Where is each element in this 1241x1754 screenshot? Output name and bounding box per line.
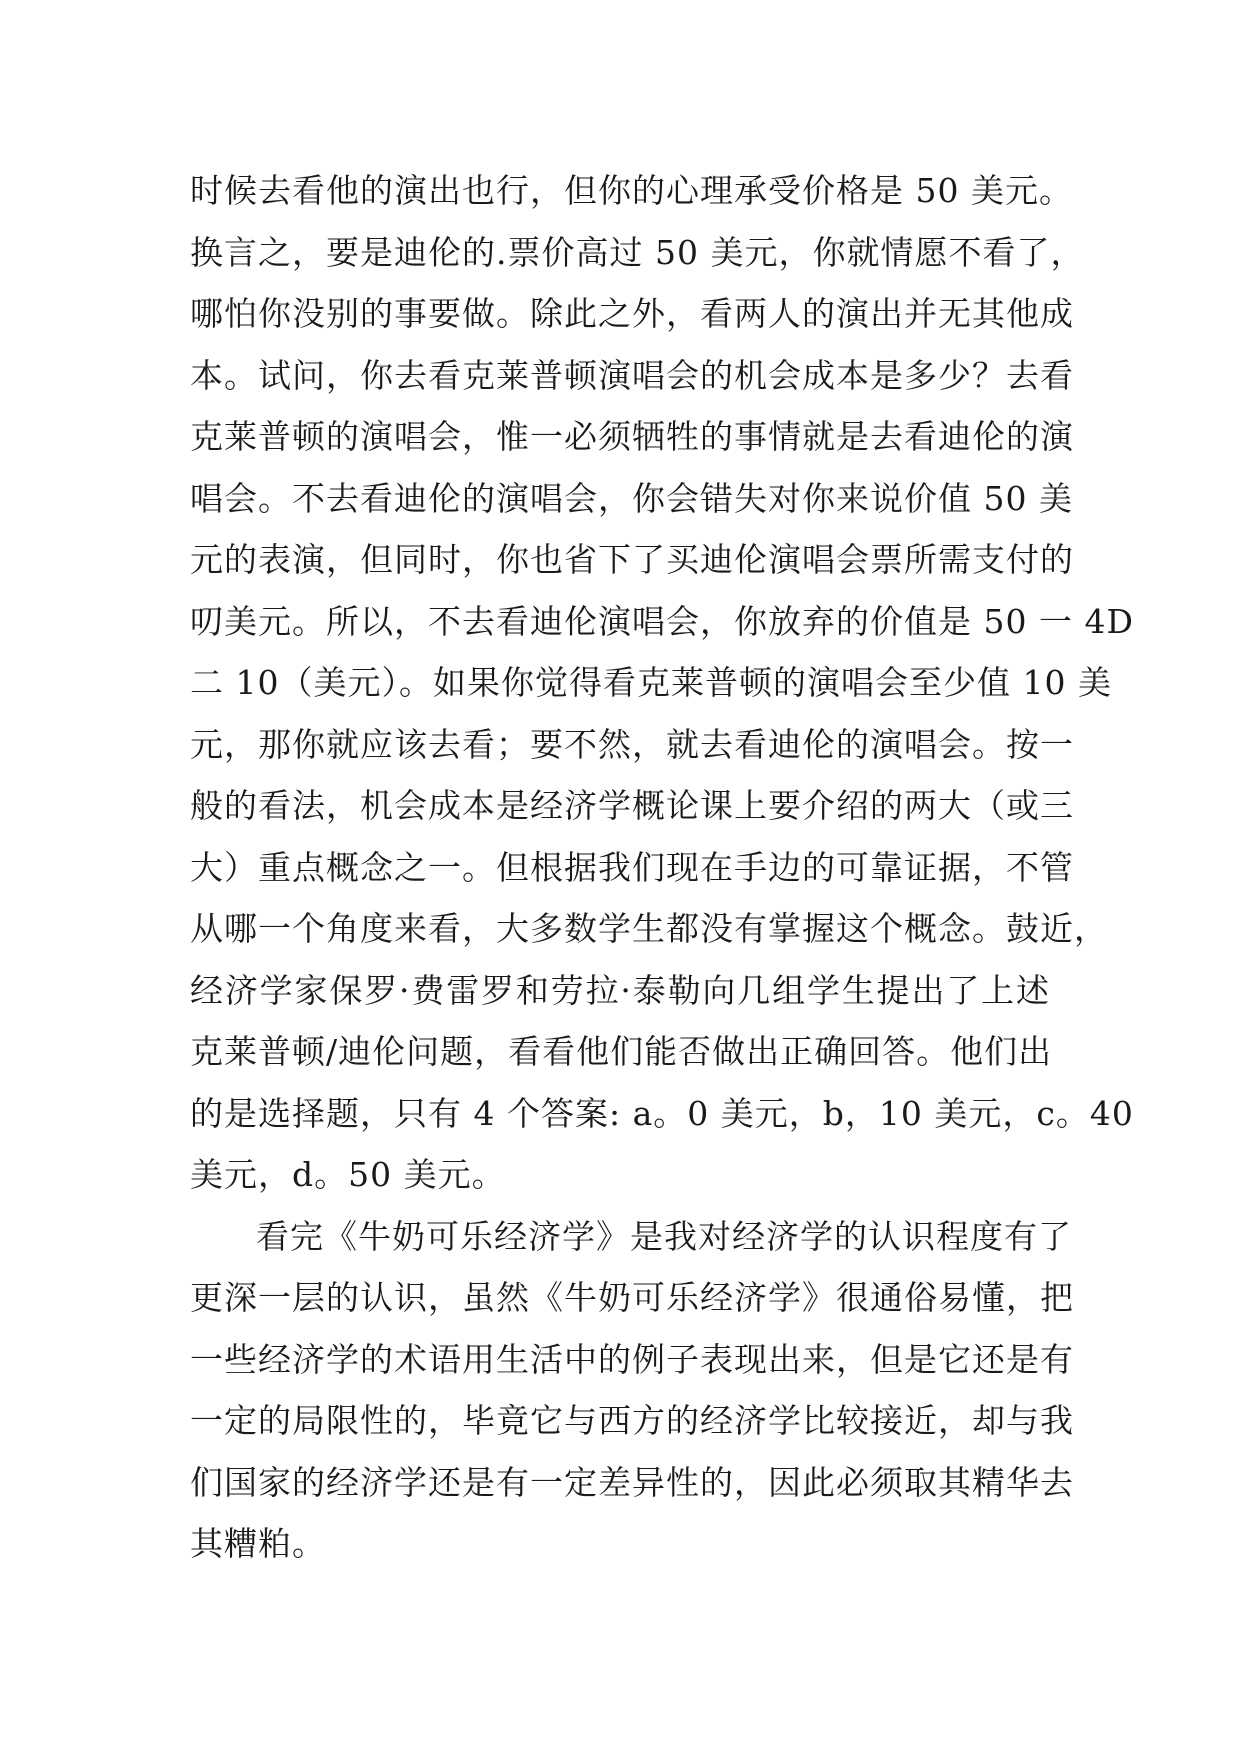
text-line: 般的看法，机会成本是经济学概论课上要介绍的两大（或三 <box>190 786 1074 825</box>
text-line: 的是选择题，只有 4 个答案: a。0 美元，b，10 美元，c。40 <box>190 1093 1134 1133</box>
text-line: 们国家的经济学还是有一定差异性的，因此必须取其精华去 <box>190 1462 1074 1502</box>
text-line: 元，那你就应该去看；要不然，就去看迪伦的演唱会。按一 <box>190 724 1074 764</box>
text-line: 从哪一个角度来看，大多数学生都没有掌握这个概念。鼓近， <box>190 909 1108 948</box>
paragraph-first-line: 看完《牛奶可乐经济学》是我对经济学的认识程度有了 <box>256 1216 1072 1256</box>
text-line: 克莱普顿/迪伦问题，看看他们能否做出正确回答。他们出 <box>190 1032 1053 1071</box>
text-line: 换言之，要是迪伦的.票价高过 50 美元，你就情愿不看了， <box>190 232 1085 272</box>
body-text <box>190 160 1134 1575</box>
text-line: 元的表演，但同时，你也省下了买迪伦演唱会票所需支付的 <box>190 540 1074 579</box>
text-line: 一定的局限性的，毕竟它与西方的经济学比较接近，却与我 <box>190 1401 1074 1440</box>
text-line: 唱会。不去看迪伦的演唱会，你会错失对你来说价值 50 美 <box>190 478 1073 518</box>
text-line: 克莱普顿的演唱会，惟一必须牺牲的事情就是去看迪伦的演 <box>190 417 1074 456</box>
text-line: 其糟粕。 <box>190 1524 326 1563</box>
text-line: 经济学家保罗·费雷罗和劳拉·泰勒向几组学生提出了上述 <box>190 970 1050 1010</box>
text-line: 大）重点概念之一。但根据我们现在手边的可靠证据，不管 <box>190 847 1074 887</box>
text-line: 更深一层的认识，虽然《牛奶可乐经济学》很通俗易懂，把 <box>190 1278 1074 1317</box>
text-line: 一些经济学的术语用生活中的例子表现出来，但是它还是有 <box>190 1339 1074 1379</box>
text-line: 哪怕你没别的事要做。除此之外，看两人的演出并无其他成 <box>190 294 1074 333</box>
text-line: 叨美元。所以，不去看迪伦演唱会，你放弃的价值是 50 一 4D <box>190 601 1134 641</box>
text-line: 本。试问，你去看克莱普顿演唱会的机会成本是多少？去看 <box>190 355 1074 395</box>
text-line: 时候去看他的演出也行，但你的心理承受价格是 50 美元。 <box>190 171 1073 210</box>
text-line: 美元，d。50 美元。 <box>190 1155 506 1194</box>
text-line: 二 10（美元）。如果你觉得看克莱普顿的演唱会至少值 10 美 <box>190 663 1112 702</box>
